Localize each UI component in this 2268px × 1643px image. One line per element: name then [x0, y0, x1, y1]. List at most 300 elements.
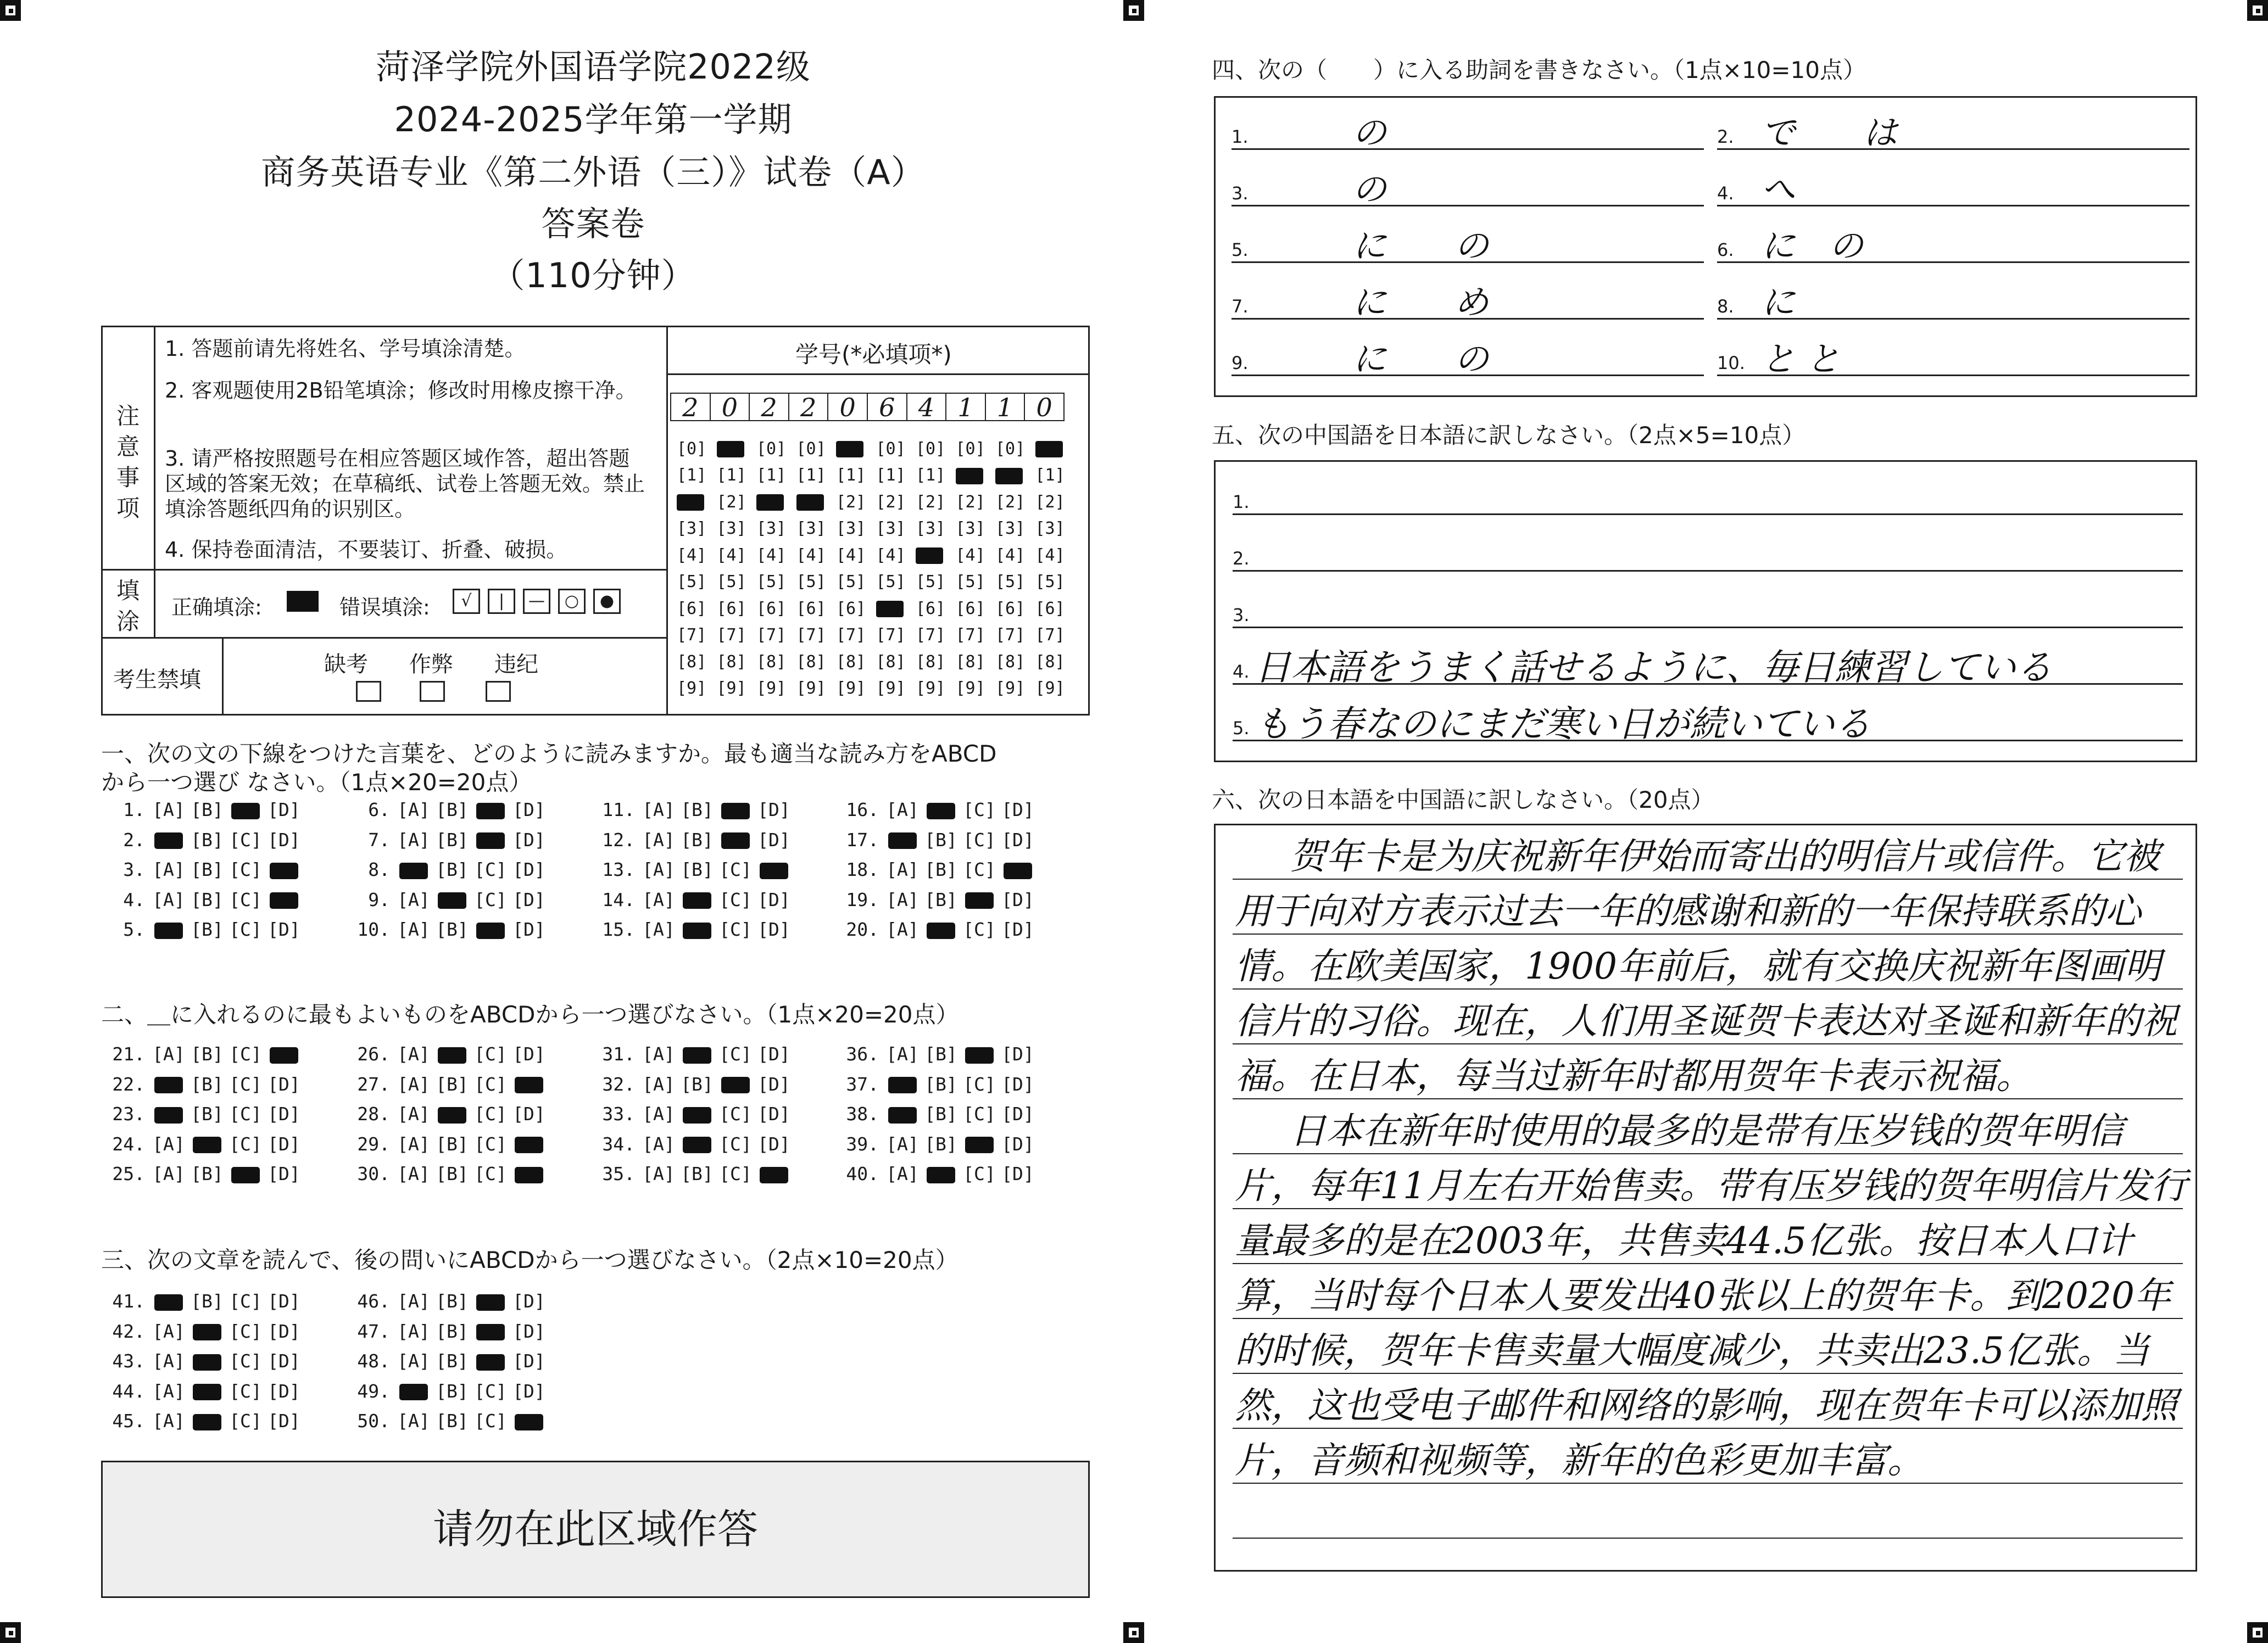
id-bubble[interactable]: [2] — [716, 492, 746, 512]
option-bubble-b[interactable] — [188, 1321, 226, 1342]
id-bubble[interactable]: [5] — [1035, 572, 1065, 592]
id-bubble[interactable]: [0] — [955, 439, 985, 459]
option-bubble-d[interactable]: [D] — [268, 1133, 300, 1155]
option-bubble-d[interactable]: [D] — [757, 888, 790, 910]
id-bubble[interactable]: [6] — [796, 599, 826, 618]
option-bubble-a[interactable] — [883, 1103, 922, 1125]
id-bubble[interactable]: [4] — [876, 545, 906, 565]
cheat-checkbox[interactable] — [420, 681, 445, 702]
option-bubble-d[interactable]: [D] — [268, 799, 300, 820]
option-bubble-b[interactable]: [B] — [436, 799, 469, 820]
section6-essay[interactable] — [1235, 829, 2191, 1488]
id-bubble[interactable]: [7] — [756, 625, 787, 645]
option-bubble-a[interactable]: [A] — [152, 888, 185, 910]
option-bubble-c[interactable] — [716, 799, 755, 820]
option-bubble-c[interactable]: [C] — [474, 1133, 507, 1155]
option-bubble-d[interactable] — [265, 889, 303, 910]
option-bubble-b[interactable] — [433, 889, 471, 910]
id-bubble[interactable]: [6] — [677, 599, 707, 618]
option-bubble-a[interactable]: [A] — [642, 1163, 675, 1184]
id-bubble[interactable]: [9] — [716, 679, 746, 698]
option-bubble-c[interactable]: [C] — [719, 888, 752, 910]
id-bubble[interactable]: [8] — [796, 652, 826, 672]
id-bubble[interactable]: [8] — [1035, 652, 1065, 672]
option-bubble-b[interactable]: [B] — [436, 859, 469, 880]
id-bubble[interactable] — [1035, 439, 1076, 459]
id-bubble[interactable]: [3] — [756, 519, 787, 539]
id-bubble[interactable]: [3] — [916, 519, 946, 539]
option-bubble-d[interactable]: [D] — [512, 1043, 545, 1065]
option-bubble-b[interactable]: [B] — [681, 1163, 714, 1184]
option-bubble-b[interactable]: [B] — [681, 799, 714, 820]
option-bubble-d[interactable]: [D] — [268, 1320, 300, 1342]
handwritten-particle[interactable]: で は — [1761, 113, 1898, 153]
option-bubble-d[interactable]: [D] — [1001, 1103, 1034, 1125]
option-bubble-a[interactable]: [A] — [397, 829, 430, 851]
id-bubble[interactable]: [8] — [677, 652, 707, 672]
handwritten-particle[interactable]: に — [1761, 282, 1796, 322]
option-bubble-d[interactable]: [D] — [757, 829, 790, 851]
id-bubble[interactable]: [3] — [677, 519, 707, 539]
id-digit[interactable]: 0 — [827, 393, 868, 421]
option-bubble-d[interactable] — [265, 1043, 303, 1065]
option-bubble-a[interactable]: [A] — [642, 1103, 675, 1125]
option-bubble-c[interactable]: [C] — [719, 859, 752, 880]
option-bubble-c[interactable] — [960, 889, 999, 910]
option-bubble-d[interactable]: [D] — [512, 1290, 545, 1312]
id-bubble[interactable]: [3] — [836, 519, 866, 539]
option-bubble-a[interactable]: [A] — [152, 1043, 185, 1065]
id-bubble[interactable] — [677, 493, 717, 512]
id-bubble[interactable]: [9] — [756, 679, 787, 698]
id-bubble[interactable]: [5] — [955, 572, 985, 592]
option-bubble-b[interactable]: [B] — [191, 829, 224, 851]
id-bubble[interactable]: [8] — [995, 652, 1026, 672]
option-bubble-d[interactable]: [D] — [268, 1103, 300, 1125]
option-bubble-d[interactable]: [D] — [757, 1043, 790, 1065]
option-bubble-a[interactable] — [149, 1103, 188, 1125]
option-bubble-d[interactable]: [D] — [757, 1073, 790, 1095]
option-bubble-b[interactable] — [433, 1103, 471, 1125]
id-bubble[interactable]: [9] — [1035, 679, 1065, 698]
id-bubble[interactable]: [3] — [1035, 519, 1065, 539]
id-bubble[interactable] — [876, 599, 916, 618]
option-bubble-c[interactable]: [C] — [229, 1320, 262, 1342]
option-bubble-d[interactable]: [D] — [512, 1103, 545, 1125]
option-bubble-c[interactable] — [226, 799, 265, 820]
option-bubble-a[interactable]: [A] — [152, 1350, 185, 1372]
id-bubble[interactable]: [8] — [955, 652, 985, 672]
id-digit[interactable]: 6 — [867, 393, 907, 421]
option-bubble-a[interactable]: [A] — [642, 1043, 675, 1065]
option-bubble-c[interactable]: [C] — [229, 859, 262, 880]
option-bubble-c[interactable]: [C] — [474, 1043, 507, 1065]
option-bubble-d[interactable]: [D] — [268, 1350, 300, 1372]
option-bubble-c[interactable]: [C] — [229, 1133, 262, 1155]
option-bubble-b[interactable]: [B] — [924, 829, 957, 851]
option-bubble-a[interactable]: [A] — [152, 859, 185, 880]
id-bubble[interactable]: [7] — [955, 625, 985, 645]
option-bubble-b[interactable]: [B] — [191, 799, 224, 820]
id-bubble[interactable]: [7] — [716, 625, 746, 645]
option-bubble-d[interactable]: [D] — [1001, 919, 1034, 940]
handwritten-particle[interactable]: に め — [1352, 282, 1489, 322]
option-bubble-d[interactable]: [D] — [512, 829, 545, 851]
option-bubble-c[interactable]: [C] — [229, 1073, 262, 1095]
option-bubble-b[interactable] — [188, 1381, 226, 1402]
handwritten-translation[interactable]: 日本語をうまく話せるように、毎日練習している — [1255, 646, 2052, 689]
option-bubble-b[interactable] — [188, 1350, 226, 1372]
option-bubble-a[interactable]: [A] — [152, 799, 185, 820]
option-bubble-a[interactable] — [883, 1074, 922, 1095]
option-bubble-d[interactable] — [510, 1163, 548, 1184]
option-bubble-b[interactable]: [B] — [681, 859, 714, 880]
option-bubble-a[interactable]: [A] — [886, 888, 919, 910]
violation-checkbox[interactable] — [486, 681, 511, 702]
option-bubble-b[interactable]: [B] — [436, 919, 469, 940]
id-bubble[interactable]: [7] — [677, 625, 707, 645]
id-bubble[interactable] — [796, 493, 837, 512]
option-bubble-d[interactable]: [D] — [512, 1320, 545, 1342]
id-bubble[interactable]: [9] — [916, 679, 946, 698]
id-bubble[interactable]: [8] — [716, 652, 746, 672]
id-bubble[interactable]: [1] — [677, 466, 707, 485]
option-bubble-c[interactable]: [C] — [963, 1073, 996, 1095]
option-bubble-b[interactable]: [B] — [436, 1133, 469, 1155]
id-bubble[interactable] — [836, 439, 876, 459]
id-bubble[interactable]: [0] — [876, 439, 906, 459]
option-bubble-c[interactable]: [C] — [963, 859, 996, 880]
option-bubble-b[interactable]: [B] — [191, 1073, 224, 1095]
option-bubble-d[interactable]: [D] — [268, 1073, 300, 1095]
option-bubble-c[interactable]: [C] — [963, 799, 996, 820]
option-bubble-b[interactable] — [678, 1043, 716, 1065]
id-digit[interactable]: 2 — [670, 393, 711, 421]
option-bubble-a[interactable]: [A] — [886, 1133, 919, 1155]
option-bubble-d[interactable]: [D] — [268, 1410, 300, 1432]
id-bubble[interactable]: [2] — [836, 492, 866, 512]
option-bubble-d[interactable]: [D] — [512, 1380, 545, 1402]
option-bubble-b[interactable]: [B] — [191, 919, 224, 940]
option-bubble-a[interactable]: [A] — [397, 1043, 430, 1065]
option-bubble-c[interactable] — [960, 1133, 999, 1155]
option-bubble-b[interactable] — [188, 1410, 226, 1432]
option-bubble-a[interactable]: [A] — [152, 1380, 185, 1402]
id-bubble[interactable]: [7] — [1035, 625, 1065, 645]
id-bubble[interactable] — [717, 439, 757, 459]
id-bubble[interactable]: [3] — [876, 519, 906, 539]
option-bubble-a[interactable] — [149, 829, 188, 851]
option-bubble-b[interactable]: [B] — [436, 1163, 469, 1184]
option-bubble-a[interactable]: [A] — [397, 1163, 430, 1184]
option-bubble-b[interactable]: [B] — [191, 859, 224, 880]
id-digit[interactable]: 0 — [710, 393, 750, 421]
option-bubble-a[interactable]: [A] — [397, 1073, 430, 1095]
option-bubble-c[interactable] — [226, 1163, 265, 1184]
id-bubble[interactable]: [5] — [836, 572, 866, 592]
option-bubble-d[interactable]: [D] — [268, 1163, 300, 1184]
option-bubble-c[interactable]: [C] — [719, 1163, 752, 1184]
id-bubble[interactable]: [4] — [995, 545, 1026, 565]
id-bubble[interactable]: [5] — [796, 572, 826, 592]
option-bubble-c[interactable]: [C] — [229, 1350, 262, 1372]
id-bubble[interactable]: [3] — [995, 519, 1026, 539]
option-bubble-b[interactable]: [B] — [436, 1320, 469, 1342]
option-bubble-a[interactable] — [149, 1290, 188, 1312]
option-bubble-a[interactable]: [A] — [397, 1410, 430, 1432]
option-bubble-a[interactable]: [A] — [642, 888, 675, 910]
option-bubble-c[interactable]: [C] — [229, 1380, 262, 1402]
handwritten-particle[interactable]: に の — [1352, 339, 1489, 379]
option-bubble-d[interactable]: [D] — [1001, 1133, 1034, 1155]
option-bubble-c[interactable]: [C] — [229, 829, 262, 851]
id-bubble[interactable]: [8] — [916, 652, 946, 672]
id-bubble[interactable]: [8] — [876, 652, 906, 672]
option-bubble-c[interactable]: [C] — [474, 888, 507, 910]
option-bubble-c[interactable] — [960, 1043, 999, 1065]
option-bubble-c[interactable]: [C] — [474, 1163, 507, 1184]
option-bubble-c[interactable]: [C] — [229, 919, 262, 940]
option-bubble-d[interactable]: [D] — [757, 919, 790, 940]
option-bubble-b[interactable]: [B] — [924, 1103, 957, 1125]
option-bubble-a[interactable]: [A] — [152, 1133, 185, 1155]
option-bubble-d[interactable]: [D] — [268, 1290, 300, 1312]
option-bubble-c[interactable]: [C] — [229, 1410, 262, 1432]
id-bubble[interactable]: [0] — [756, 439, 787, 459]
id-bubble[interactable]: [9] — [836, 679, 866, 698]
option-bubble-a[interactable]: [A] — [152, 1163, 185, 1184]
option-bubble-c[interactable] — [716, 1074, 755, 1095]
id-bubble[interactable]: [5] — [677, 572, 707, 592]
option-bubble-a[interactable] — [394, 859, 433, 880]
id-bubble[interactable]: [1] — [716, 466, 746, 485]
option-bubble-a[interactable]: [A] — [397, 1133, 430, 1155]
option-bubble-a[interactable]: [A] — [886, 799, 919, 820]
option-bubble-a[interactable]: [A] — [642, 799, 675, 820]
option-bubble-c[interactable] — [716, 829, 755, 851]
option-bubble-d[interactable]: [D] — [1001, 829, 1034, 851]
id-bubble[interactable]: [1] — [796, 466, 826, 485]
option-bubble-b[interactable] — [678, 1103, 716, 1125]
option-bubble-c[interactable]: [C] — [963, 919, 996, 940]
id-bubble[interactable]: [1] — [756, 466, 787, 485]
option-bubble-d[interactable]: [D] — [512, 799, 545, 820]
id-bubble[interactable]: [4] — [677, 545, 707, 565]
option-bubble-c[interactable]: [C] — [229, 1290, 262, 1312]
option-bubble-d[interactable]: [D] — [757, 1103, 790, 1125]
option-bubble-c[interactable]: [C] — [474, 859, 507, 880]
id-bubble[interactable]: [0] — [796, 439, 826, 459]
option-bubble-b[interactable]: [B] — [191, 1043, 224, 1065]
id-bubble[interactable]: [9] — [995, 679, 1026, 698]
id-bubble[interactable]: [1] — [916, 466, 946, 485]
option-bubble-a[interactable]: [A] — [642, 859, 675, 880]
option-bubble-a[interactable]: [A] — [397, 799, 430, 820]
id-digit[interactable]: 1 — [985, 393, 1026, 421]
id-digit[interactable]: 2 — [788, 393, 829, 421]
option-bubble-b[interactable]: [B] — [191, 1290, 224, 1312]
option-bubble-b[interactable]: [B] — [924, 1133, 957, 1155]
id-digit[interactable]: 1 — [945, 393, 986, 421]
id-bubble[interactable]: [6] — [955, 599, 985, 618]
option-bubble-b[interactable]: [B] — [436, 1380, 469, 1402]
id-bubble[interactable] — [756, 493, 796, 512]
option-bubble-b[interactable] — [188, 1133, 226, 1155]
option-bubble-a[interactable]: [A] — [397, 1290, 430, 1312]
id-bubble[interactable]: [4] — [836, 545, 866, 565]
id-bubble[interactable] — [916, 546, 956, 565]
option-bubble-a[interactable]: [A] — [642, 829, 675, 851]
id-bubble[interactable]: [5] — [716, 572, 746, 592]
option-bubble-b[interactable] — [433, 1043, 471, 1065]
id-digit[interactable]: 0 — [1024, 393, 1065, 421]
option-bubble-d[interactable]: [D] — [1001, 1163, 1034, 1184]
option-bubble-c[interactable] — [471, 1290, 510, 1312]
option-bubble-d[interactable] — [510, 1133, 548, 1155]
option-bubble-a[interactable] — [394, 1381, 433, 1402]
id-bubble[interactable] — [995, 466, 1035, 485]
option-bubble-b[interactable] — [922, 919, 960, 940]
option-bubble-c[interactable]: [C] — [719, 1103, 752, 1125]
option-bubble-d[interactable] — [755, 1163, 793, 1184]
handwritten-particle[interactable]: に の — [1352, 226, 1489, 266]
option-bubble-a[interactable]: [A] — [152, 1320, 185, 1342]
option-bubble-d[interactable]: [D] — [512, 1350, 545, 1372]
id-bubble[interactable]: [9] — [876, 679, 906, 698]
option-bubble-a[interactable]: [A] — [397, 1103, 430, 1125]
option-bubble-a[interactable]: [A] — [886, 859, 919, 880]
option-bubble-c[interactable]: [C] — [963, 829, 996, 851]
option-bubble-d[interactable]: [D] — [268, 829, 300, 851]
option-bubble-a[interactable]: [A] — [886, 919, 919, 940]
option-bubble-b[interactable]: [B] — [436, 829, 469, 851]
option-bubble-d[interactable] — [999, 859, 1037, 880]
id-bubble[interactable]: [3] — [955, 519, 985, 539]
option-bubble-c[interactable]: [C] — [229, 1043, 262, 1065]
id-bubble[interactable]: [6] — [995, 599, 1026, 618]
option-bubble-d[interactable] — [510, 1410, 548, 1432]
option-bubble-c[interactable]: [C] — [474, 1103, 507, 1125]
id-bubble[interactable]: [6] — [1035, 599, 1065, 618]
id-bubble[interactable]: [4] — [756, 545, 787, 565]
id-bubble[interactable]: [9] — [955, 679, 985, 698]
option-bubble-d[interactable]: [D] — [757, 799, 790, 820]
id-bubble[interactable]: [2] — [876, 492, 906, 512]
option-bubble-b[interactable] — [678, 919, 716, 940]
id-bubble[interactable]: [4] — [1035, 545, 1065, 565]
option-bubble-d[interactable] — [510, 1074, 548, 1095]
option-bubble-b[interactable]: [B] — [924, 1073, 957, 1095]
option-bubble-c[interactable]: [C] — [474, 1073, 507, 1095]
option-bubble-b[interactable] — [678, 889, 716, 910]
option-bubble-d[interactable]: [D] — [1001, 799, 1034, 820]
option-bubble-b[interactable]: [B] — [436, 1410, 469, 1432]
absent-checkbox[interactable] — [356, 681, 381, 702]
id-bubble[interactable]: [3] — [716, 519, 746, 539]
option-bubble-d[interactable]: [D] — [1001, 888, 1034, 910]
id-bubble[interactable]: [4] — [796, 545, 826, 565]
id-bubble[interactable]: [2] — [1035, 492, 1065, 512]
id-digit[interactable]: 4 — [906, 393, 947, 421]
id-bubble[interactable]: [9] — [796, 679, 826, 698]
option-bubble-d[interactable] — [755, 859, 793, 880]
option-bubble-c[interactable] — [471, 1350, 510, 1372]
handwritten-particle[interactable]: へ — [1761, 169, 1796, 209]
option-bubble-c[interactable]: [C] — [474, 1380, 507, 1402]
id-bubble[interactable]: [7] — [995, 625, 1026, 645]
option-bubble-d[interactable]: [D] — [268, 1380, 300, 1402]
option-bubble-a[interactable] — [883, 829, 922, 851]
option-bubble-c[interactable]: [C] — [719, 1133, 752, 1155]
option-bubble-b[interactable]: [B] — [924, 859, 957, 880]
option-bubble-c[interactable]: [C] — [719, 1043, 752, 1065]
handwritten-translation[interactable]: もう春なのにまだ寒い日が続いている — [1255, 703, 1871, 745]
option-bubble-c[interactable]: [C] — [963, 1163, 996, 1184]
option-bubble-d[interactable] — [265, 859, 303, 880]
option-bubble-b[interactable]: [B] — [436, 1350, 469, 1372]
id-bubble[interactable]: [2] — [995, 492, 1026, 512]
option-bubble-b[interactable]: [B] — [191, 1103, 224, 1125]
id-bubble[interactable]: [0] — [995, 439, 1026, 459]
option-bubble-c[interactable]: [C] — [229, 1103, 262, 1125]
id-bubble[interactable]: [6] — [716, 599, 746, 618]
option-bubble-a[interactable] — [149, 1074, 188, 1095]
id-bubble[interactable]: [8] — [836, 652, 866, 672]
option-bubble-b[interactable]: [B] — [191, 888, 224, 910]
id-bubble[interactable]: [4] — [955, 545, 985, 565]
option-bubble-b[interactable]: [B] — [436, 1073, 469, 1095]
option-bubble-d[interactable]: [D] — [1001, 1043, 1034, 1065]
id-bubble[interactable]: [0] — [916, 439, 946, 459]
id-bubble[interactable]: [8] — [756, 652, 787, 672]
option-bubble-a[interactable]: [A] — [642, 919, 675, 940]
option-bubble-a[interactable]: [A] — [397, 1350, 430, 1372]
option-bubble-a[interactable]: [A] — [642, 1133, 675, 1155]
handwritten-particle[interactable]: の — [1352, 113, 1387, 153]
id-bubble[interactable]: [5] — [916, 572, 946, 592]
option-bubble-a[interactable]: [A] — [397, 1320, 430, 1342]
option-bubble-c[interactable]: [C] — [474, 1410, 507, 1432]
id-bubble[interactable]: [1] — [1035, 466, 1065, 485]
option-bubble-b[interactable]: [B] — [191, 1163, 224, 1184]
option-bubble-b[interactable] — [678, 1133, 716, 1155]
option-bubble-c[interactable] — [471, 799, 510, 820]
id-bubble[interactable]: [7] — [836, 625, 866, 645]
option-bubble-c[interactable]: [C] — [719, 919, 752, 940]
option-bubble-d[interactable]: [D] — [268, 919, 300, 940]
handwritten-particle[interactable]: と と — [1761, 339, 1840, 379]
option-bubble-c[interactable] — [471, 829, 510, 851]
id-bubble[interactable]: [5] — [995, 572, 1026, 592]
option-bubble-b[interactable]: [B] — [681, 829, 714, 851]
id-bubble[interactable]: [0] — [677, 439, 707, 459]
option-bubble-d[interactable]: [D] — [757, 1133, 790, 1155]
option-bubble-d[interactable]: [D] — [512, 859, 545, 880]
id-bubble[interactable]: [2] — [955, 492, 985, 512]
option-bubble-c[interactable] — [471, 919, 510, 940]
handwritten-particle[interactable]: に の — [1761, 226, 1864, 266]
id-bubble[interactable]: [7] — [916, 625, 946, 645]
id-bubble[interactable] — [956, 466, 996, 485]
option-bubble-b[interactable]: [B] — [924, 888, 957, 910]
id-bubble[interactable]: [5] — [876, 572, 906, 592]
id-bubble[interactable]: [3] — [796, 519, 826, 539]
id-bubble[interactable]: [1] — [836, 466, 866, 485]
option-bubble-b[interactable]: [B] — [436, 1290, 469, 1312]
option-bubble-c[interactable]: [C] — [963, 1103, 996, 1125]
option-bubble-a[interactable]: [A] — [397, 888, 430, 910]
option-bubble-a[interactable]: [A] — [886, 1043, 919, 1065]
